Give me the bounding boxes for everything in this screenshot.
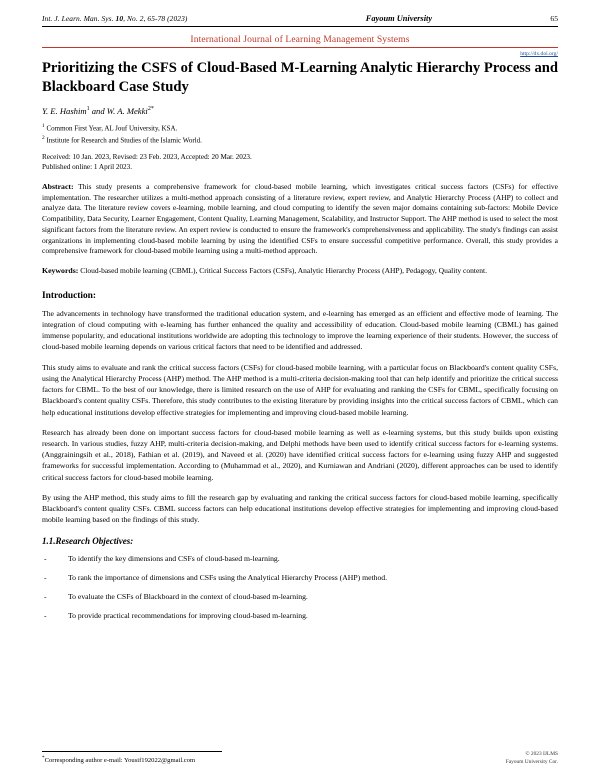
affiliation-1-text: Common First Year, AL Jouf University, KSA. [46, 123, 178, 132]
intro-paragraph-4: By using the AHP method, this study aims to fill the research gap by evaluating and ranking the critical success factors for cloud-based mobile learning, specifically Blackboard's content quality CSFs. CBML success factors can help educational institutions develop effective strategies for implementing and improving cloud-based mobile learning based on the findings of this study. [42, 492, 558, 525]
intro-paragraph-2: This study aims to evaluate and rank the critical success factors (CSFs) for cloud-based mobile learning, with a particular focus on Blackboard's content quality CSFs, using the Analytical Hierarchy Process (AHP) method. The AHP method is a multi-criteria decision-making tool that can help identify and prioritize the critical success factors for CBML. To the best of our knowledge, there is limited research on the use of AHP for evaluating and ranking the CSFs for CBML, specifically focusing on Blackboard's content quality CSFs. Therefore, this study contributes to the existing literature by providing insights into the critical success factors of CBML, which can help educational institutions develop effective strategies for implementing and improving cloud-based mobile learning. [42, 362, 558, 417]
affiliation-2-text: Institute for Research and Studies of the Islamic World. [46, 136, 202, 145]
affiliation-2-marker: 2 [42, 134, 45, 141]
doi-link[interactable]: http://dx.doi.org/ [520, 51, 558, 57]
research-objectives-list [42, 553, 558, 622]
running-head-volume: 10 [115, 14, 124, 23]
copyright-line-2: Fayoum University Cor. [505, 758, 558, 765]
running-head [42, 14, 558, 25]
affiliation-1 [42, 123, 558, 134]
running-head-journal-abbrev: Int. J. Learn. Man. Sys. [42, 14, 116, 23]
affiliation-1-marker: 1 [42, 122, 45, 129]
copyright-line-1: © 2023 IJLMS [525, 750, 558, 757]
corresponding-author-note [42, 755, 558, 764]
received-revised-accepted: Received: 10 Jan. 2023, Revised: 23 Feb. 2023, Accepted: 20 Mar. 2023. [42, 153, 252, 162]
copyright-block [506, 750, 558, 766]
keywords-label: Keywords: [42, 265, 79, 275]
keywords [42, 265, 558, 277]
running-head-publisher: Fayoum University [365, 14, 433, 23]
author-first-affil-marker: 1 [86, 105, 90, 112]
intro-paragraph-1: The advancements in technology have transformed the traditional education system, and e-learning has emerged as an efficient and effective mode of learning. The integration of cloud computing with e-learning has further enhanced the quality and accessibility of education. Cloud-based mobile learning (CBML) has gained immense popularity, and educational institutions worldwide are adopting this technology to improve the learning experience of their students. However, the success of cloud-based mobile learning depends on various critical factors that need to be identified and addressed. [42, 308, 558, 352]
header-divider [42, 26, 558, 27]
abstract-text: This study presents a comprehensive framework for cloud-based mobile learning, which investigates critical success factors (CSFs) for effective implementation. The researcher utilizes a multi-method approach consisting of a literature review, expert review, and Analytic Hierarchy Process (AHP) to collect and analyze data. The literature review covers e-learning, mobile learning, and cloud computing to identify the seven major domains containing sub-factors: Mobile Device Compatibility, Data Security, Learner Engagement, Content Quality, Learning Management, Scalability, and Instructor Support. The AHP method is used to select the most significant factors from the literature review. An expert review is conducted to ensure the framework's comprehensiveness and applicability. The study's findings can assist organizations in implementing cloud-based mobile learning by using the identified CSFs to ensure successful competitive performance. Overall, this study provides a comprehensive framework for cloud-based mobile learning using a multi-method approach. [42, 181, 558, 256]
author-list [42, 106, 558, 116]
journal-title-banner: International Journal of Learning Management Systems [190, 34, 410, 45]
page-number: 65 [550, 14, 558, 23]
corresponding-author-marker: * [42, 754, 45, 761]
abstract [42, 181, 558, 257]
section-heading-research-objectives: 1.1.Research Objectives: [42, 535, 134, 546]
intro-paragraph-3: Research has already been done on important success factors for cloud-based mobile learning as well as e-learning systems, but this study builds upon existing research. In various studies, fuzzy AHP, multi-criteria decision-making, and Delphi methods have been used to identify critical success factors for e-learning systems. (Anggrainingsih et al., 2018), Fathian et al. (2019), and Naveed et al. (2020) have identified critical success factors for e-learning using fuzzy AHP and suggested frameworks for successful implementation. According to (Muhammad et al., 2020), and Kurniawan and Andriani (2020), different approaches can be used to identify critical success factors for cloud-based mobile learning. [42, 427, 558, 482]
banner-divider [42, 47, 558, 48]
page-title: Prioritizing the CSFS of Cloud-Based M-Learning Analytic Hierarchy Process and Blackboard Case Study [42, 60, 558, 96]
published-online: Published online: 1 April 2023. [42, 163, 133, 172]
list-item: - To rank the importance of dimensions and CSFs using the Analytical Hierarchy Process (AHP) method. [42, 572, 558, 583]
section-heading-introduction: Introduction: [42, 290, 97, 301]
running-head-citation [42, 14, 187, 23]
page-footer [42, 751, 558, 764]
author-second: and W. A. Mekki [89, 105, 148, 116]
list-item: - To identify the key dimensions and CSFs of cloud-based m-learning. [42, 553, 558, 564]
footer-divider [42, 751, 222, 752]
affiliation-2 [42, 135, 558, 146]
corresponding-author-email[interactable]: Corresponding author e-mail: Yousif192022@gmail.com [44, 757, 196, 764]
author-second-affil-marker: 2* [147, 105, 154, 112]
running-head-issue-pages: , No. 2, 65-78 (2023) [123, 14, 188, 23]
list-item: - To evaluate the CSFs of Blackboard in the context of cloud-based m-learning. [42, 591, 558, 602]
author-first: Y. E. Hashim [42, 105, 87, 116]
abstract-label: Abstract: [42, 181, 74, 191]
publication-dates [42, 152, 558, 173]
keywords-text: Cloud-based mobile learning (CBML), Critical Success Factors (CSFs), Analytic Hierarchy Process (AHP), Pedagogy, Quality content. [78, 265, 487, 275]
list-item: - To provide practical recommendations for improving cloud-based m-learning. [42, 610, 558, 621]
